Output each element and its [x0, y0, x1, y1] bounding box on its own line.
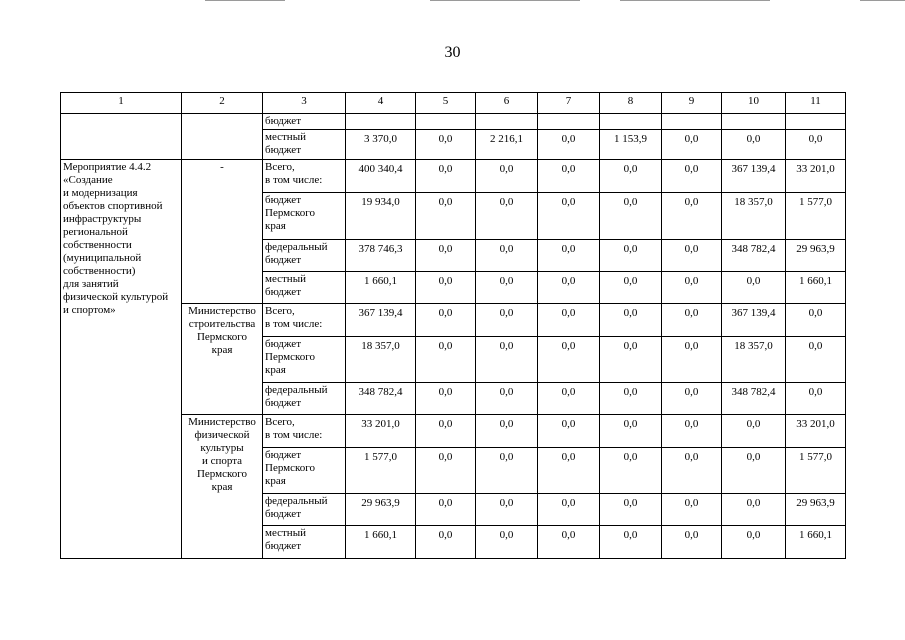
value-cell	[722, 383, 786, 415]
value-cell-text: 0,0	[499, 275, 514, 287]
value-cell	[538, 383, 600, 415]
value-cell-text: 1 660,1	[364, 529, 397, 541]
value-cell-text: 0,0	[808, 307, 823, 319]
category-cell-text: местный бюджет	[265, 527, 306, 552]
value-cell-text: 0,0	[808, 340, 823, 352]
value-cell	[600, 193, 662, 240]
value-cell-text: 0,0	[623, 529, 638, 541]
value-cell-text: 18 357,0	[734, 196, 773, 208]
category-cell	[263, 114, 346, 130]
column-header-8-text: 8	[627, 95, 634, 107]
value-cell-text: 0,0	[684, 418, 699, 430]
value-cell-text: 0,0	[499, 497, 514, 509]
value-cell	[476, 304, 538, 337]
value-cell-text: 0,0	[623, 418, 638, 430]
category-cell	[263, 130, 346, 160]
table-row	[61, 160, 846, 193]
value-cell-text: 0,0	[438, 196, 453, 208]
activity-cell	[61, 160, 182, 559]
value-cell-text: 0,0	[499, 307, 514, 319]
category-cell	[263, 240, 346, 272]
value-cell	[722, 240, 786, 272]
category-cell-text: бюджет Пермского края	[265, 338, 316, 376]
value-cell-text: 0,0	[684, 451, 699, 463]
value-cell	[346, 448, 416, 494]
value-cell	[600, 448, 662, 494]
value-cell-text: 0,0	[438, 275, 453, 287]
column-header-6-text: 6	[503, 95, 510, 107]
value-cell-text: 0,0	[561, 418, 576, 430]
value-cell	[476, 383, 538, 415]
column-header-9-text: 9	[688, 95, 695, 107]
value-cell	[722, 160, 786, 193]
category-cell-text: бюджет Пермского края	[265, 449, 316, 487]
executor-cell-text: -	[220, 161, 224, 173]
value-cell-text: 18 357,0	[361, 340, 400, 352]
value-cell-text: 0,0	[623, 307, 638, 319]
value-cell-text: 0,0	[746, 275, 761, 287]
value-cell	[600, 304, 662, 337]
value-cell-text: 29 963,9	[796, 243, 835, 255]
value-cell	[346, 114, 416, 130]
value-cell	[538, 448, 600, 494]
value-cell-text: 0,0	[499, 529, 514, 541]
value-cell	[538, 272, 600, 304]
value-cell-text: 1 660,1	[364, 275, 397, 287]
value-cell	[346, 494, 416, 526]
value-cell	[600, 494, 662, 526]
value-cell	[662, 160, 722, 193]
value-cell-text: 1 660,1	[799, 275, 832, 287]
value-cell-text: 0,0	[684, 529, 699, 541]
value-cell	[662, 114, 722, 130]
category-cell	[263, 160, 346, 193]
value-cell-text: 400 340,4	[358, 163, 403, 175]
value-cell-text: 0,0	[561, 451, 576, 463]
value-cell-text: 0,0	[499, 196, 514, 208]
column-header-3-text: 3	[301, 95, 307, 107]
value-cell-text: 0,0	[561, 196, 576, 208]
value-cell-text: 0,0	[438, 163, 453, 175]
value-cell-text: 0,0	[438, 133, 453, 145]
value-cell-text: 0,0	[561, 275, 576, 287]
value-cell	[346, 415, 416, 448]
value-cell	[346, 160, 416, 193]
value-cell-text: 2 216,1	[490, 133, 523, 145]
value-cell	[416, 304, 476, 337]
executor-cell-text: Министерство физической культуры и спорта Пермского края	[188, 416, 256, 493]
column-header-1-text: 1	[118, 95, 124, 107]
value-cell-text: 0,0	[561, 386, 576, 398]
budget-table	[60, 92, 846, 559]
column-header-5	[416, 93, 476, 114]
column-header-8	[600, 93, 662, 114]
column-header-3	[263, 93, 346, 114]
value-cell	[346, 304, 416, 337]
value-cell-text: 0,0	[499, 340, 514, 352]
column-header-2-text: 2	[219, 95, 225, 107]
category-cell	[263, 448, 346, 494]
value-cell-text: 0,0	[684, 196, 699, 208]
value-cell-text: 33 201,0	[796, 163, 835, 175]
executor-cell	[182, 415, 263, 559]
value-cell-text: 0,0	[684, 497, 699, 509]
value-cell	[346, 193, 416, 240]
value-cell	[600, 415, 662, 448]
value-cell	[476, 337, 538, 383]
category-cell	[263, 304, 346, 337]
value-cell-text: 0,0	[561, 243, 576, 255]
value-cell	[538, 130, 600, 160]
column-header-10-text: 10	[748, 95, 759, 107]
value-cell-text: 0,0	[623, 243, 638, 255]
category-cell-text: федеральный бюджет	[265, 241, 328, 266]
value-cell	[786, 114, 846, 130]
value-cell	[538, 415, 600, 448]
value-cell-text: 0,0	[561, 497, 576, 509]
category-cell	[263, 383, 346, 415]
value-cell-text: 0,0	[623, 386, 638, 398]
value-cell-text: 33 201,0	[361, 418, 400, 430]
value-cell-text: 0,0	[623, 451, 638, 463]
value-cell-text: 19 934,0	[361, 196, 400, 208]
value-cell	[416, 415, 476, 448]
value-cell	[476, 160, 538, 193]
value-cell-text: 0,0	[438, 497, 453, 509]
value-cell-text: 0,0	[684, 163, 699, 175]
value-cell	[416, 526, 476, 559]
value-cell	[662, 526, 722, 559]
column-header-4-text: 4	[377, 95, 384, 107]
value-cell	[416, 337, 476, 383]
value-cell-text: 0,0	[684, 307, 699, 319]
column-header-10	[722, 93, 786, 114]
value-cell	[786, 526, 846, 559]
value-cell-text: 0,0	[746, 418, 761, 430]
value-cell	[416, 130, 476, 160]
value-cell-text: 1 153,9	[614, 133, 647, 145]
value-cell	[538, 494, 600, 526]
page-number: 30	[444, 44, 461, 61]
value-cell	[786, 240, 846, 272]
scan-edge-line	[205, 0, 285, 1]
value-cell	[600, 160, 662, 193]
value-cell-text: 0,0	[438, 529, 453, 541]
value-cell-text: 0,0	[684, 243, 699, 255]
value-cell	[662, 240, 722, 272]
value-cell	[416, 160, 476, 193]
value-cell	[786, 415, 846, 448]
value-cell	[538, 337, 600, 383]
column-header-row	[61, 93, 846, 114]
value-cell	[600, 240, 662, 272]
value-cell-text: 0,0	[438, 386, 453, 398]
value-cell	[786, 337, 846, 383]
value-cell	[786, 272, 846, 304]
value-cell	[662, 415, 722, 448]
scan-edge-line	[620, 0, 770, 1]
category-cell-text: Всего, в том числе:	[265, 161, 323, 186]
value-cell	[476, 130, 538, 160]
value-cell-text: 0,0	[684, 386, 699, 398]
value-cell-text: 0,0	[684, 275, 699, 287]
value-cell-text: 0,0	[561, 529, 576, 541]
column-header-11-text: 11	[810, 95, 821, 107]
column-header-1	[61, 93, 182, 114]
value-cell-text: 0,0	[499, 163, 514, 175]
value-cell	[538, 240, 600, 272]
value-cell-text: 18 357,0	[734, 340, 773, 352]
value-cell-text: 0,0	[746, 497, 761, 509]
category-cell	[263, 272, 346, 304]
value-cell	[476, 193, 538, 240]
category-cell	[263, 494, 346, 526]
column-header-5-text: 5	[442, 95, 449, 107]
value-cell-text: 0,0	[438, 451, 453, 463]
value-cell-text: 0,0	[623, 163, 638, 175]
category-cell	[263, 415, 346, 448]
value-cell	[662, 193, 722, 240]
column-header-7	[538, 93, 600, 114]
value-cell-text: 348 782,4	[731, 243, 776, 255]
value-cell	[538, 526, 600, 559]
value-cell	[538, 193, 600, 240]
value-cell	[476, 240, 538, 272]
value-cell	[722, 304, 786, 337]
value-cell	[346, 337, 416, 383]
value-cell	[476, 415, 538, 448]
value-cell	[722, 448, 786, 494]
scan-edge-line	[860, 0, 905, 1]
category-cell	[263, 526, 346, 559]
value-cell	[346, 526, 416, 559]
value-cell	[416, 240, 476, 272]
value-cell	[786, 160, 846, 193]
category-cell-text: федеральный бюджет	[265, 384, 328, 409]
value-cell	[346, 240, 416, 272]
value-cell-text: 0,0	[438, 418, 453, 430]
table-body	[61, 93, 846, 559]
value-cell	[600, 272, 662, 304]
value-cell-text: 0,0	[499, 418, 514, 430]
value-cell	[662, 337, 722, 383]
value-cell	[416, 383, 476, 415]
value-cell-text: 29 963,9	[361, 497, 400, 509]
value-cell-text: 0,0	[746, 133, 761, 145]
value-cell-text: 1 577,0	[364, 451, 397, 463]
value-cell	[786, 193, 846, 240]
executor-cell-empty	[182, 114, 263, 160]
activity-cell-empty	[61, 114, 182, 160]
category-cell-text: бюджет Пермского края	[265, 194, 316, 232]
value-cell	[346, 130, 416, 160]
value-cell-text: 3 370,0	[364, 133, 397, 145]
value-cell	[476, 494, 538, 526]
value-cell-text: 348 782,4	[731, 386, 776, 398]
value-cell	[416, 272, 476, 304]
value-cell-text: 367 139,4	[358, 307, 403, 319]
value-cell-text: 0,0	[623, 275, 638, 287]
value-cell-text: 0,0	[499, 243, 514, 255]
column-header-9	[662, 93, 722, 114]
value-cell-text: 1 660,1	[799, 529, 832, 541]
value-cell-text: 1 577,0	[799, 196, 832, 208]
column-header-11	[786, 93, 846, 114]
value-cell	[662, 494, 722, 526]
value-cell	[662, 304, 722, 337]
value-cell	[600, 130, 662, 160]
category-cell-text: Всего, в том числе:	[265, 305, 323, 330]
column-header-2	[182, 93, 263, 114]
value-cell	[662, 383, 722, 415]
category-cell	[263, 193, 346, 240]
executor-cell	[182, 304, 263, 415]
value-cell-text: 0,0	[808, 133, 823, 145]
value-cell-text: 29 963,9	[796, 497, 835, 509]
value-cell	[722, 526, 786, 559]
value-cell	[538, 160, 600, 193]
category-cell-text: местный бюджет	[265, 131, 306, 156]
value-cell	[600, 337, 662, 383]
value-cell	[786, 383, 846, 415]
value-cell	[662, 130, 722, 160]
value-cell-text: 0,0	[746, 529, 761, 541]
executor-cell-text: Министерство строительства Пермского края	[188, 305, 256, 356]
value-cell-text: 0,0	[808, 386, 823, 398]
value-cell	[722, 114, 786, 130]
value-cell-text: 348 782,4	[358, 386, 403, 398]
value-cell-text: 0,0	[438, 340, 453, 352]
value-cell	[786, 494, 846, 526]
value-cell	[538, 304, 600, 337]
value-cell	[722, 130, 786, 160]
value-cell	[722, 193, 786, 240]
executor-cell	[182, 160, 263, 304]
value-cell	[416, 448, 476, 494]
table-row	[61, 114, 846, 130]
scan-edge-line	[430, 0, 580, 1]
value-cell	[722, 494, 786, 526]
value-cell	[662, 448, 722, 494]
value-cell-text: 0,0	[684, 133, 699, 145]
value-cell-text: 0,0	[746, 451, 761, 463]
value-cell	[600, 526, 662, 559]
value-cell	[600, 383, 662, 415]
value-cell	[346, 272, 416, 304]
value-cell	[722, 415, 786, 448]
value-cell	[416, 193, 476, 240]
category-cell	[263, 337, 346, 383]
value-cell-text: 33 201,0	[796, 418, 835, 430]
value-cell-text: 367 139,4	[731, 163, 776, 175]
value-cell-text: 1 577,0	[799, 451, 832, 463]
activity-cell-text: Мероприятие 4.4.2 «Создание и модернизация объектов спортивной инфраструктуры региональной собственности (муниципальной собственности) для занятий физической культурой и спортом»	[63, 161, 169, 316]
value-cell	[476, 526, 538, 559]
value-cell-text: 0,0	[561, 133, 576, 145]
value-cell-text: 0,0	[561, 307, 576, 319]
category-cell-text: местный бюджет	[265, 273, 306, 298]
value-cell-text: 0,0	[561, 163, 576, 175]
column-header-4	[346, 93, 416, 114]
value-cell	[786, 304, 846, 337]
category-cell-text: федеральный бюджет	[265, 495, 328, 520]
value-cell	[786, 448, 846, 494]
column-header-6	[476, 93, 538, 114]
value-cell-text: 0,0	[684, 340, 699, 352]
column-header-7-text: 7	[565, 95, 572, 107]
value-cell-text: 0,0	[561, 340, 576, 352]
value-cell	[346, 383, 416, 415]
value-cell	[722, 337, 786, 383]
value-cell-text: 0,0	[499, 386, 514, 398]
value-cell	[416, 114, 476, 130]
value-cell-text: 0,0	[438, 243, 453, 255]
value-cell	[476, 448, 538, 494]
value-cell	[538, 114, 600, 130]
value-cell-text: 367 139,4	[731, 307, 776, 319]
value-cell-text: 378 746,3	[358, 243, 403, 255]
value-cell	[476, 114, 538, 130]
value-cell-text: 0,0	[438, 307, 453, 319]
value-cell	[600, 114, 662, 130]
category-cell-text: бюджет	[265, 115, 301, 127]
value-cell-text: 0,0	[499, 451, 514, 463]
value-cell	[416, 494, 476, 526]
value-cell-text: 0,0	[623, 340, 638, 352]
value-cell	[722, 272, 786, 304]
value-cell	[786, 130, 846, 160]
value-cell	[662, 272, 722, 304]
value-cell-text: 0,0	[623, 497, 638, 509]
value-cell-text: 0,0	[623, 196, 638, 208]
value-cell	[476, 272, 538, 304]
category-cell-text: Всего, в том числе:	[265, 416, 323, 441]
